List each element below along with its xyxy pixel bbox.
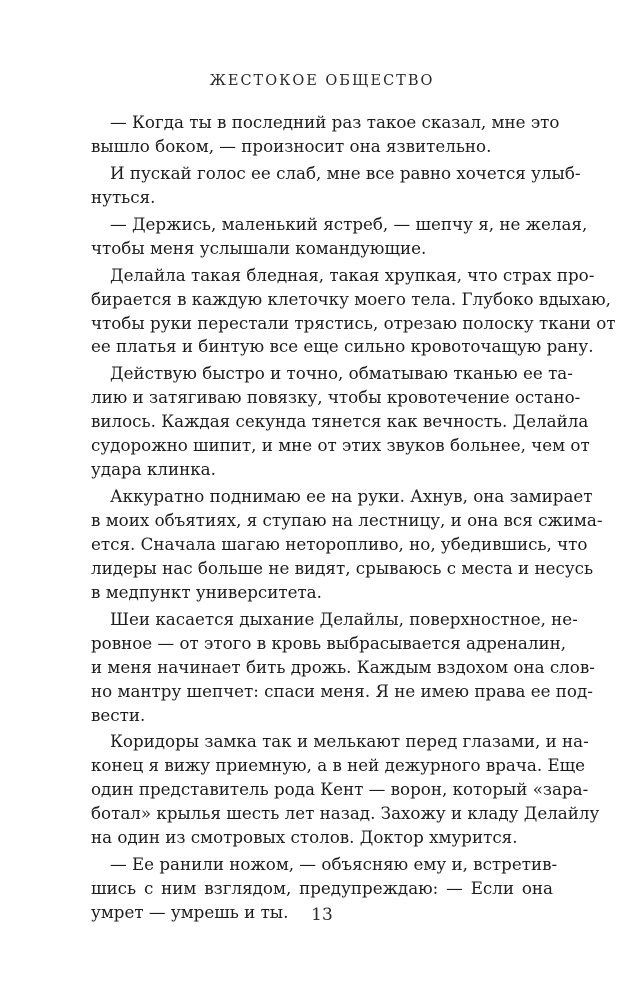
text-line: — Когда ты в последний раз такое сказал, мне это bbox=[110, 112, 560, 132]
text-line: Делайла такая бледная, такая хрупкая, что страх про- bbox=[110, 264, 595, 285]
text-line: нуться. bbox=[91, 186, 156, 207]
text-line: вышло боком, — произносит она язвительно. bbox=[91, 135, 492, 156]
text-line: умрет — умрешь и ты. bbox=[91, 902, 289, 922]
text-line: вести. bbox=[91, 704, 146, 725]
text-line: судорожно шипит, и мне от этих звуков больнее, чем от bbox=[91, 435, 590, 456]
text-line: Коридоры замка так и мелькают перед глазами, и на- bbox=[110, 731, 589, 752]
text-line: Шеи касается дыхание Делайлы, поверхностное, не- bbox=[110, 608, 578, 629]
paragraph bbox=[91, 213, 588, 261]
text-line: — Ее ранили ножом, — объясняю ему и, встретив- bbox=[110, 854, 558, 875]
paragraph bbox=[91, 730, 600, 850]
text-line: в моих объятиях, я ступаю на лестницу, и она вся сжима- bbox=[91, 510, 603, 530]
text-line: лидеры нас больше не видят, срываюсь с места и несусь bbox=[91, 557, 594, 578]
text-line: ее платья и бинтую все еще сильно кровоточащую рану. bbox=[91, 336, 594, 357]
text-line: в медпункт университета. bbox=[91, 581, 322, 602]
text-line: шись с ним взглядом, предупреждаю: — Если она bbox=[91, 878, 553, 899]
paragraph bbox=[91, 485, 603, 605]
paragraph bbox=[91, 608, 595, 728]
text-line: чтобы руки перестали трястись, отрезаю полоску ткани от bbox=[91, 312, 616, 333]
text-line: бирается в каждую клеточку моего тела. Глубоко вдыхаю, bbox=[91, 288, 611, 309]
text-line: чтобы меня услышали командующие. bbox=[91, 237, 427, 258]
text-line: ботал» крылья шесть лет назад. Захожу и кладу Делайлу bbox=[91, 803, 600, 824]
text-line: лию и затягиваю повязку, чтобы кровотечение остано- bbox=[91, 387, 581, 408]
text-line: И пускай голос ее слаб, мне все равно хочется улыб- bbox=[110, 162, 581, 183]
paragraph bbox=[91, 264, 616, 360]
body-text bbox=[91, 111, 616, 925]
paragraph bbox=[91, 111, 560, 159]
text-line: вилось. Каждая секунда тянется как вечность. Делайла bbox=[91, 411, 589, 432]
text-line: Аккуратно поднимаю ее на руки. Ахнув, она замирает bbox=[110, 486, 593, 507]
text-line: на один из смотровых столов. Доктор хмурится. bbox=[91, 827, 518, 848]
text-line: ется. Сначала шагаю неторопливо, но, убедившись, что bbox=[91, 533, 588, 554]
page-number: 13 bbox=[311, 905, 333, 925]
text-line: конец я вижу приемную, а в ней дежурного врача. Еще bbox=[91, 755, 586, 776]
text-line: Действую быстро и точно, обматываю тканью ее та- bbox=[110, 363, 573, 384]
text-line: и меня начинает бить дрожь. Каждым вздохом она слов- bbox=[91, 656, 595, 677]
text-line: — Держись, маленький ястреб, — шепчу я, не желая, bbox=[110, 213, 588, 234]
paragraph bbox=[91, 162, 581, 210]
text-line: один представитель рода Кент — ворон, который «зара- bbox=[91, 779, 589, 800]
text-line: но мантру шепчет: спаси меня. Я не имею права ее под- bbox=[91, 680, 593, 701]
text-line: ровное — от этого в кровь выбрасывается адреналин, bbox=[91, 632, 567, 653]
running-head: ЖЕСТОКОЕ ОБЩЕСТВО bbox=[209, 73, 435, 89]
paragraph bbox=[91, 362, 590, 482]
text-line: удара клинка. bbox=[91, 459, 216, 480]
